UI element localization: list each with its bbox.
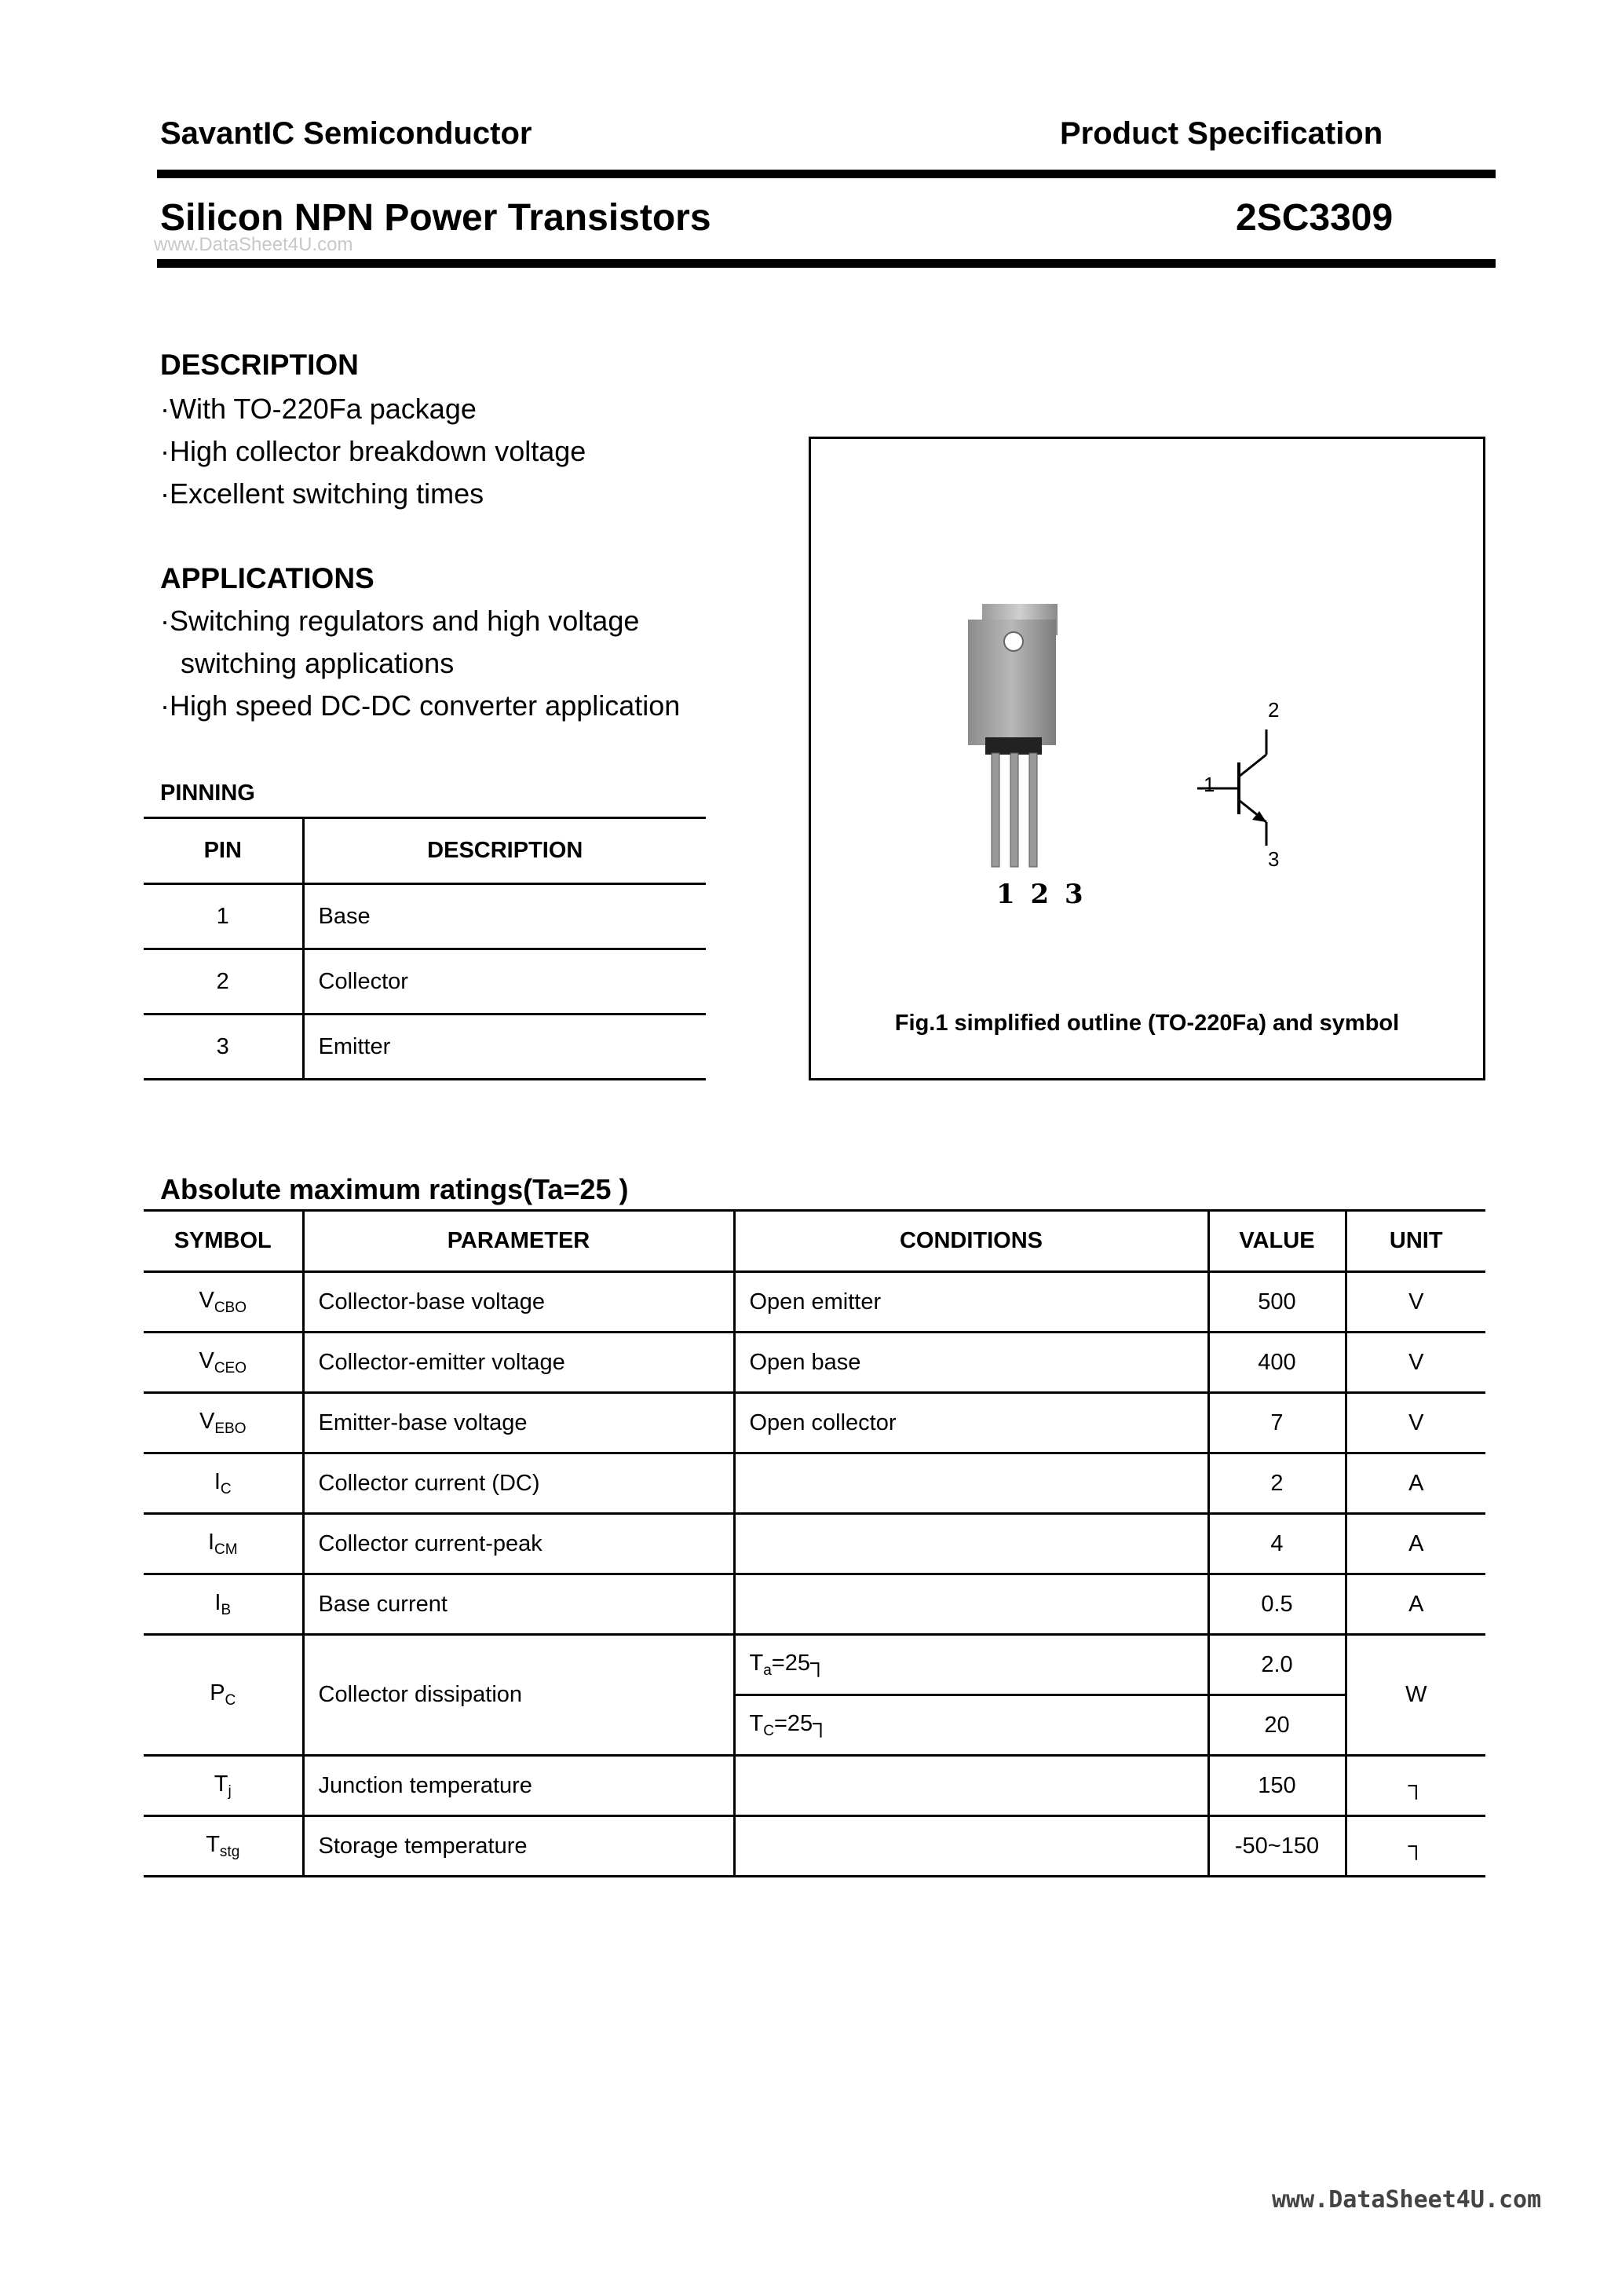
ratings-header-value: VALUE (1208, 1211, 1346, 1272)
rating-conditions (734, 1635, 1208, 1695)
description-item: ·Excellent switching times (160, 477, 484, 510)
rating-conditions (734, 1514, 1208, 1574)
rating-parameter: Emitter-base voltage (303, 1393, 734, 1453)
pin-number: 1 (144, 884, 303, 949)
rating-conditions (734, 1816, 1208, 1877)
rating-value: 500 (1208, 1272, 1346, 1333)
rating-symbol (144, 1635, 303, 1756)
rating-conditions (734, 1453, 1208, 1514)
symbol-main: I (207, 1529, 214, 1555)
part-number: 2SC3309 (1236, 197, 1394, 239)
rating-parameter: Junction temperature (303, 1756, 734, 1816)
rating-value: 2 (1208, 1453, 1346, 1514)
header-rule-bottom (157, 259, 1496, 268)
table-row (144, 1514, 1485, 1574)
ratings-title: Absolute maximum ratings(Ta=25 ) (160, 1173, 629, 1205)
ratings-header-unit: UNIT (1389, 1228, 1443, 1253)
pin-description: Base (318, 903, 371, 929)
table-row (144, 1272, 1485, 1333)
rating-conditions: Open collector (734, 1393, 1208, 1453)
rating-symbol (144, 1333, 303, 1393)
rating-value: 2.0 (1208, 1635, 1346, 1695)
rating-parameter: Base current (303, 1574, 734, 1635)
rating-parameter: Collector-emitter voltage (303, 1333, 734, 1393)
rating-unit: A (1408, 1591, 1424, 1617)
rating-symbol (144, 1816, 303, 1877)
table-row (144, 1015, 706, 1080)
symbol-subscript: EBO (214, 1420, 247, 1437)
pin-description: Emitter (318, 1033, 391, 1059)
package-pin-labels: 1 2 3 (996, 879, 1087, 910)
pinning-table (144, 817, 706, 1080)
rating-parameter: Storage temperature (303, 1816, 734, 1877)
pin-description: Collector (318, 968, 408, 994)
pinning-header-desc: DESCRIPTION (427, 838, 583, 863)
rating-conditions (734, 1574, 1208, 1635)
watermark-text: www.DataSheet4U.com (154, 234, 353, 255)
ratings-header-symbol: SYMBOL (144, 1211, 303, 1272)
symbol-subscript: C (225, 1692, 236, 1709)
condition-main: T (749, 1710, 764, 1736)
symbol-pin-2: 2 (1268, 698, 1280, 722)
symbol-main: V (199, 1347, 214, 1373)
symbol-main: I (214, 1468, 221, 1494)
symbol-subscript: stg (219, 1843, 240, 1860)
rating-value: 150 (1208, 1756, 1346, 1816)
rating-unit: ┐ (1408, 1833, 1425, 1859)
table-row (144, 1453, 1485, 1514)
rating-symbol (144, 1393, 303, 1453)
pin-number: 2 (144, 949, 303, 1015)
condition-rest: =25┐ (771, 1650, 827, 1676)
symbol-pin-1: 1 (1204, 773, 1215, 796)
rating-value: 4 (1208, 1514, 1346, 1574)
rating-conditions: Open emitter (734, 1272, 1208, 1333)
rating-parameter: Collector-base voltage (303, 1272, 734, 1333)
symbol-subscript: CEO (214, 1359, 247, 1377)
rating-conditions: Open base (734, 1333, 1208, 1393)
pinning-title: PINNING (160, 781, 255, 806)
symbol-main: T (206, 1831, 220, 1857)
rating-symbol (144, 1514, 303, 1574)
symbol-pin-3: 3 (1268, 847, 1280, 871)
symbol-subscript: CM (214, 1541, 238, 1558)
rating-parameter: Collector current-peak (303, 1514, 734, 1574)
condition-rest: =25┐ (773, 1710, 829, 1736)
symbol-main: P (210, 1680, 225, 1706)
rating-value: -50~150 (1208, 1816, 1346, 1877)
description-title: DESCRIPTION (160, 349, 359, 381)
rating-symbol (144, 1574, 303, 1635)
symbol-main: V (199, 1287, 214, 1313)
ratings-header-row (144, 1211, 1485, 1272)
rating-unit: A (1408, 1530, 1424, 1556)
rating-conditions (734, 1695, 1208, 1756)
npn-transistor-symbol-icon (1180, 698, 1329, 871)
rating-parameter: Collector dissipation (303, 1635, 734, 1756)
symbol-main: I (214, 1589, 221, 1615)
condition-subscript: a (763, 1662, 772, 1679)
rating-unit: V (1408, 1349, 1424, 1375)
doc-type: Product Specification (1060, 116, 1383, 151)
rating-conditions (734, 1756, 1208, 1816)
figure-box (809, 437, 1485, 1080)
table-row (144, 949, 706, 1015)
table-row (144, 1635, 1485, 1695)
description-item: ·With TO-220Fa package (160, 393, 477, 425)
rating-unit: V (1408, 1409, 1424, 1435)
pinning-header-row (144, 818, 706, 884)
company-name: SavantIC Semiconductor (160, 116, 532, 151)
rating-value: 7 (1208, 1393, 1346, 1453)
table-row (144, 1816, 1485, 1877)
rating-unit: A (1408, 1470, 1424, 1496)
symbol-main: V (199, 1408, 215, 1434)
rating-unit: ┐ (1408, 1772, 1425, 1798)
rating-unit: V (1408, 1289, 1424, 1314)
applications-item: ·Switching regulators and high voltage (160, 605, 640, 637)
rating-parameter: Collector current (DC) (303, 1453, 734, 1514)
applications-title: APPLICATIONS (160, 562, 374, 594)
description-item: ·High collector breakdown voltage (160, 435, 586, 467)
rating-value: 0.5 (1208, 1574, 1346, 1635)
symbol-subscript: CBO (214, 1299, 247, 1316)
condition-subscript: C (763, 1722, 774, 1739)
symbol-main: T (214, 1771, 228, 1797)
applications-item: switching applications (181, 647, 455, 679)
rating-unit: W (1346, 1635, 1485, 1756)
product-line: Silicon NPN Power Transistors (160, 197, 711, 239)
ratings-header-parameter: PARAMETER (303, 1211, 734, 1272)
header-rule-top (157, 170, 1496, 178)
symbol-subscript: C (220, 1480, 232, 1497)
table-row (144, 1333, 1485, 1393)
pin-number: 3 (144, 1015, 303, 1080)
rating-value: 20 (1208, 1695, 1346, 1756)
table-row (144, 1393, 1485, 1453)
applications-list (160, 600, 680, 727)
rating-symbol (144, 1453, 303, 1514)
applications-item: ·High speed DC-DC converter application (160, 689, 681, 722)
condition-main: T (749, 1650, 764, 1676)
table-row (144, 1574, 1485, 1635)
ratings-header-conditions: CONDITIONS (734, 1211, 1208, 1272)
table-row (144, 1756, 1485, 1816)
pinning-header-pin: PIN (144, 818, 303, 884)
footer-site: www.DataSheet4U.com (1272, 2186, 1542, 2214)
ratings-table (144, 1209, 1485, 1877)
rating-symbol (144, 1756, 303, 1816)
symbol-subscript: j (228, 1782, 232, 1800)
symbol-subscript: B (221, 1601, 232, 1618)
rating-value: 400 (1208, 1333, 1346, 1393)
rating-symbol (144, 1272, 303, 1333)
description-list (160, 388, 586, 515)
table-row (144, 884, 706, 949)
figure-caption: Fig.1 simplified outline (TO-220Fa) and symbol (894, 1011, 1400, 1036)
to220-package-icon (968, 604, 1070, 871)
